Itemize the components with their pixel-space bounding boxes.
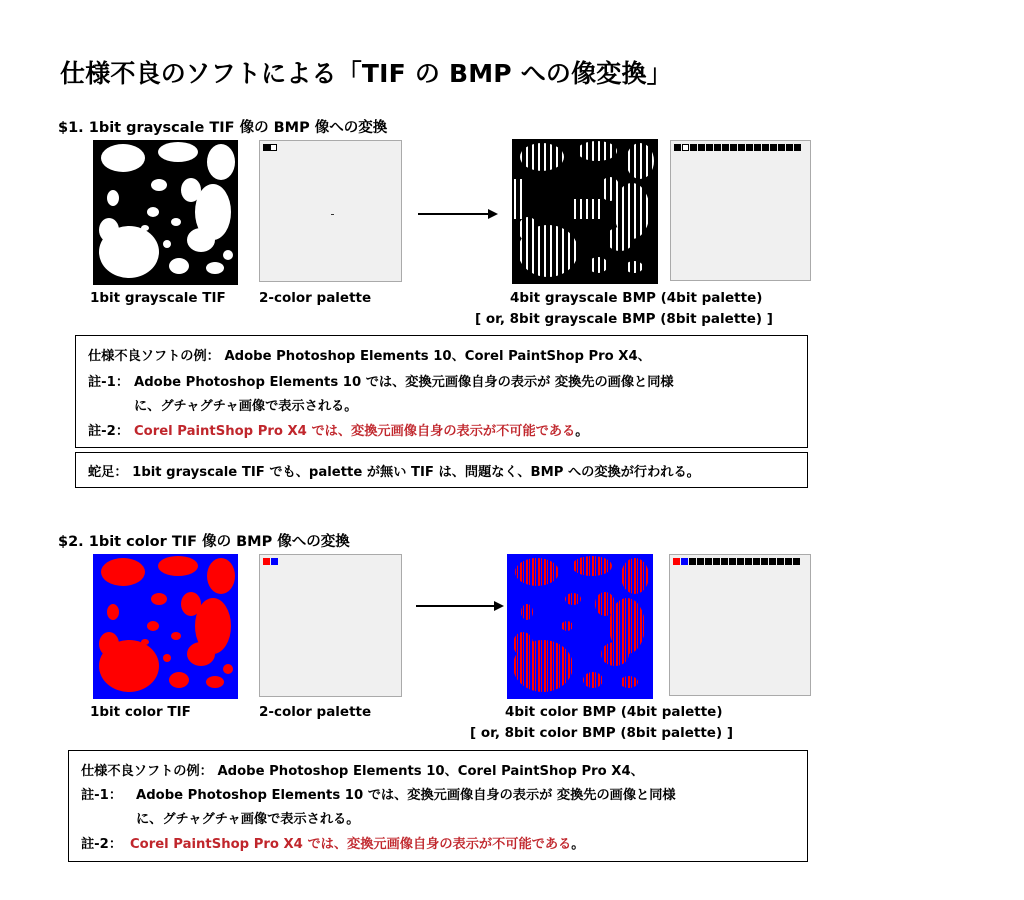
caption-result-1: 4bit grayscale BMP (4bit palette) (510, 290, 763, 306)
result-palette-swatches (674, 144, 801, 151)
caption-source-1: 1bit grayscale TIF (90, 290, 226, 306)
section2-heading: $2. 1bit color TIF 像の BMP 像への変換 (58, 534, 350, 550)
footnote-box (75, 452, 808, 488)
note2-label: 註-2： (88, 424, 130, 439)
palette-swatch (761, 558, 768, 565)
palette-swatch (674, 144, 681, 151)
palette-swatch (754, 144, 761, 151)
note2-period: 。 (571, 837, 585, 852)
palette-swatch (681, 558, 688, 565)
result-palette-swatches (673, 558, 800, 565)
source-tif-image-1 (93, 140, 238, 285)
palette-swatch (682, 144, 689, 151)
arrow-icon (416, 599, 504, 613)
palette-swatches (263, 144, 277, 151)
note1-text-cont: に、グチャグチャ画像で表示される。 (134, 399, 358, 414)
caption-result-alt-2: [ or, 8bit color BMP (8bit palette) ] (470, 725, 734, 741)
palette-swatch (706, 144, 713, 151)
note1-text: Adobe Photoshop Elements 10 では、変換元画像自身の表示が 変換先の画像と同様 (134, 375, 674, 390)
palette-swatches (263, 558, 278, 565)
result-palette-panel-2 (669, 554, 811, 696)
palette-swatch (770, 144, 777, 151)
note-example: 仕様不良ソフトの例： Adobe Photoshop Elements 10、Corel PaintShop Pro X4、 (81, 764, 644, 779)
swatch-blue (271, 558, 278, 565)
palette-swatch (745, 558, 752, 565)
palette-swatch (753, 558, 760, 565)
section1-heading: $1. 1bit grayscale TIF 像の BMP 像への変換 (58, 120, 388, 136)
note1-text: Adobe Photoshop Elements 10 では、変換元画像自身の表示が 変換先の画像と同様 (136, 788, 676, 803)
palette-panel-1 (259, 140, 402, 282)
palette-swatch (777, 558, 784, 565)
note2-red-text: Corel PaintShop Pro X4 では、変換元画像自身の表示が不可能である (134, 424, 576, 439)
note2-label: 註-2： (81, 837, 123, 852)
caption-result-2: 4bit color BMP (4bit palette) (505, 704, 723, 720)
note1-label: 註-1： (81, 788, 123, 803)
palette-swatch (746, 144, 753, 151)
arrow-icon (418, 207, 498, 221)
note1-label: 註-1： (88, 375, 130, 390)
palette-swatch (730, 144, 737, 151)
palette-swatch (713, 558, 720, 565)
caption-source-2: 1bit color TIF (90, 704, 191, 720)
swatch-white (270, 144, 277, 151)
caption-palette-1: 2-color palette (259, 290, 372, 306)
footnote-text: 蛇足： 1bit grayscale TIF でも、palette が無い TIF は、問題なく、BMP への変換が行われる。 (88, 465, 700, 480)
palette-swatch (769, 558, 776, 565)
palette-swatch (793, 558, 800, 565)
palette-swatch (697, 558, 704, 565)
swatch-red (263, 558, 270, 565)
caption-palette-2: 2-color palette (259, 704, 372, 720)
swatch-black (263, 144, 270, 151)
palette-swatch (689, 558, 696, 565)
palette-swatch (737, 558, 744, 565)
palette-swatch (738, 144, 745, 151)
notes-box-2 (68, 750, 808, 862)
palette-swatch (722, 144, 729, 151)
caption-result-alt-1: [ or, 8bit grayscale BMP (8bit palette) ] (475, 311, 773, 327)
palette-swatch (690, 144, 697, 151)
notes-box-1 (75, 335, 808, 448)
page-title: 仕様不良のソフトによる「TIF の BMP への像変換」 (60, 59, 672, 88)
palette-swatch (729, 558, 736, 565)
note2-red-text: Corel PaintShop Pro X4 では、変換元画像自身の表示が不可能である (130, 837, 572, 852)
note-example: 仕様不良ソフトの例： Adobe Photoshop Elements 10、Corel PaintShop Pro X4、 (88, 349, 651, 364)
palette-dot (331, 214, 334, 215)
palette-swatch (673, 558, 680, 565)
palette-swatch (714, 144, 721, 151)
palette-swatch (778, 144, 785, 151)
palette-swatch (698, 144, 705, 151)
note2-period: 。 (575, 424, 589, 439)
note2-text (134, 420, 588, 439)
palette-swatch (785, 558, 792, 565)
result-bmp-image-1 (512, 139, 658, 284)
palette-swatch (786, 144, 793, 151)
palette-panel-2 (259, 554, 402, 697)
palette-swatch (794, 144, 801, 151)
source-tif-image-2 (93, 554, 238, 699)
palette-swatch (705, 558, 712, 565)
result-palette-panel-1 (670, 140, 811, 281)
result-bmp-image-2 (507, 554, 653, 699)
note2-text (130, 833, 584, 852)
note1-text-cont: に、グチャグチャ画像で表示される。 (136, 812, 360, 827)
palette-swatch (721, 558, 728, 565)
palette-swatch (762, 144, 769, 151)
